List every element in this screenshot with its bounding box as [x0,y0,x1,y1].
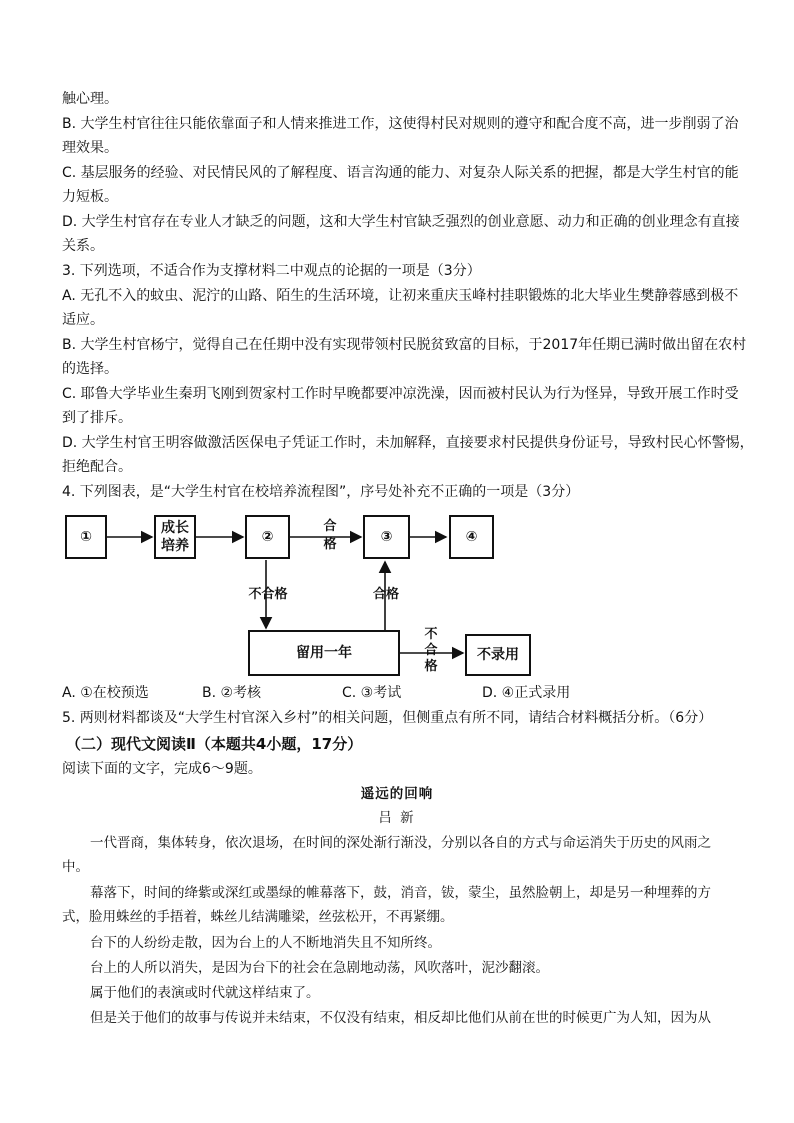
label-pass-top-2: 格 [323,537,337,552]
flow-box-2: ② [245,515,290,559]
flow-box-retain: 留用一年 [248,630,400,676]
article-author: 吕 新 [378,810,416,826]
flow-box-grow-line1: 成长 [161,520,189,536]
q4-option-b: B. ②考核 [202,685,262,701]
q2-option-c-cont: 力短板。 [62,189,118,205]
article-paragraph-cont: 式，脸用蛛丝的手捂着，蛛丝儿结满雕梁，丝弦松开，不再紧绷。 [62,909,454,925]
section-instruction: 阅读下面的文字，完成6～9题。 [62,761,262,777]
q3-option-c-cont: 到了排斥。 [62,410,132,426]
q3-option-c: C. 耶鲁大学毕业生秦玥飞刚到贺家村工作时早晚都要冲凉洗澡，因而被村民认为行为怪异，导致开展工作时受 [62,386,739,402]
article-paragraph: 属于他们的表演或时代就这样结束了。 [90,985,320,1001]
q4-option-a: A. ①在校预选 [62,685,149,701]
q3-option-b: B. 大学生村官杨宁，觉得自己在任期中没有实现带领村民脱贫致富的目标，于2017年任期已满时做出留在农村 [62,337,747,353]
q2-option-d: D. 大学生村官存在专业人才缺乏的问题，这和大学生村官缺乏强烈的创业意愿、动力和正确的创业理念有直接 [62,214,740,230]
q2-text-line: 触心理。 [62,91,118,107]
label-fail-down: 不合格 [248,587,288,602]
q3-option-d-cont: 拒绝配合。 [62,459,132,475]
q3-stem: 3. 下列选项，不适合作为支撑材料二中观点的论据的一项是（3分） [62,263,481,279]
label-fail-right-3: 格 [424,659,438,674]
q4-stem: 4. 下列图表，是“大学生村官在校培养流程图”，序号处补充不正确的一项是（3分） [62,484,580,500]
q4-option-d: D. ④正式录用 [482,685,571,701]
article-paragraph: 台下的人纷纷走散，因为台上的人不断地消失且不知所终。 [90,935,441,951]
q3-option-b-cont: 的选择。 [62,361,118,377]
label-fail-right [420,627,442,675]
article-paragraph: 幕落下，时间的绛紫或深红或墨绿的帷幕落下，鼓，消音，钹，蒙尘，虽然脸朝上，却是另一种埋葬的方 [90,885,711,901]
q2-option-c: C. 基层服务的经验、对民情民风的了解程度、语言沟通的能力、对复杂人际关系的把握，都是大学生村官的能 [62,165,739,181]
q2-option-b-cont: 理效果。 [62,140,118,156]
flow-box-reject: 不录用 [465,634,531,676]
article-paragraph-cont: 中。 [62,859,89,875]
flow-box-grow [154,515,196,559]
label-fail-right-2: 合 [424,643,438,658]
q5-stem: 5. 两则材料都谈及“大学生村官深入乡村”的相关问题，但侧重点有所不同，请结合材料概括分析。（6分） [62,710,713,726]
label-fail-right-1: 不 [424,627,438,642]
flow-box-grow-line2: 培养 [161,538,189,554]
flow-box-4: ④ [449,515,494,559]
flow-box-1: ① [65,515,107,559]
q2-option-b: B. 大学生村官往往只能依靠面子和人情来推进工作，这使得村民对规则的遵守和配合度不高，进一步削弱了治 [62,116,739,132]
label-pass-top [318,519,342,553]
article-paragraph: 但是关于他们的故事与传说并未结束，不仅没有结束，相反却比他们从前在世的时候更广为人知，因为从 [90,1010,711,1026]
q3-option-d: D. 大学生村官王明容做激活医保电子凭证工作时，未加解释，直接要求村民提供身份证号，导致村民心怀警惕， [62,435,754,451]
article-paragraph: 台上的人所以消失，是因为台下的社会在急剧地动荡，风吹落叶，泥沙翻滚。 [90,960,549,976]
q3-option-a-cont: 适应。 [62,312,104,328]
label-pass-top-1: 合 [323,519,337,534]
flow-box-3: ③ [363,515,410,559]
q2-option-d-cont: 关系。 [62,238,104,254]
q4-option-c: C. ③考试 [342,685,402,701]
label-pass-up: 合格 [372,587,399,602]
article-paragraph: 一代晋商，集体转身，依次退场，在时间的深处渐行渐没，分别以各自的方式与命运消失于历史的风雨之 [90,835,711,851]
section-heading: （二）现代文阅读Ⅱ（本题共4小题，17分） [66,735,363,753]
q3-option-a: A. 无孔不入的蚊虫、泥泞的山路、陌生的生活环境，让初来重庆玉峰村挂职锻炼的北大毕业生樊静蓉感到极不 [62,288,739,304]
article-title: 遥远的回响 [360,786,434,802]
